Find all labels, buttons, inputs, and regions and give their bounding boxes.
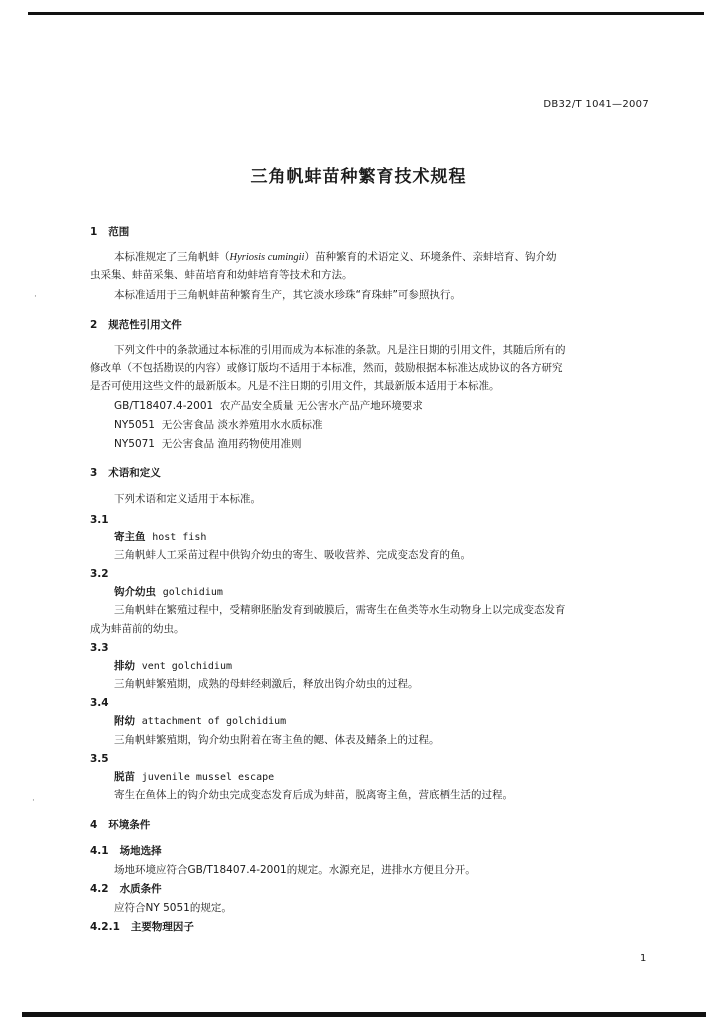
section-2-heading — [90, 318, 182, 332]
term-english: host fish — [152, 532, 207, 543]
subsection-4-1-text: 场地环境应符合GB/T18407.4-2001的规定。水源充足，进排水方便且分开。 — [114, 864, 476, 876]
term-chinese: 钩介幼虫 — [114, 586, 156, 598]
section-3-heading — [90, 466, 161, 480]
term-heading — [114, 659, 232, 674]
term-english: golchidium — [162, 587, 223, 598]
section-1-paragraph-2: 本标准适用于三角帆蚌苗种繁育生产，其它淡水珍珠“育珠蚌”可参照执行。 — [114, 289, 461, 301]
term-number: 3.5 — [90, 753, 109, 765]
section-title: 术语和定义 — [108, 467, 161, 479]
term-english: attachment of golchidium — [141, 716, 287, 727]
subsection-title: 水质条件 — [119, 883, 162, 895]
section-2-line-1: 下列文件中的条款通过本标准的引用而成为本标准的条款。凡是注日期的引用文件，其随后所有的 — [114, 344, 566, 356]
reference-item — [114, 418, 323, 432]
term-number: 3.3 — [90, 642, 109, 654]
reference-code: NY5051 — [114, 419, 155, 431]
subsection-4-2-heading — [90, 882, 162, 896]
reference-item — [114, 399, 423, 413]
term-chinese: 脱苗 — [114, 771, 135, 783]
subsection-4-2-1-heading — [90, 920, 194, 934]
scan-speck: · — [34, 292, 37, 302]
latin-name: Hyriosis cumingii — [229, 252, 305, 263]
section-1-paragraph-1-cont: 虫采集、蚌苗采集、蚌苗培育和幼蚌培育等技术和方法。 — [90, 269, 353, 281]
page-number: 1 — [640, 953, 647, 964]
document-title: 三角帆蚌苗种繁育技术规程 — [250, 167, 467, 187]
text-run: 本标准规定了三角帆蚌（ — [114, 251, 230, 263]
term-english: juvenile mussel escape — [141, 772, 275, 783]
subsection-title: 主要物理因子 — [130, 921, 194, 933]
section-1-heading — [90, 225, 129, 239]
standard-code: DB32/T 1041—2007 — [543, 99, 649, 110]
section-1-paragraph-1 — [114, 250, 556, 265]
reference-title: 农产品安全质量 无公害水产品产地环境要求 — [219, 400, 423, 412]
scan-speck: · — [32, 796, 35, 806]
term-heading — [114, 585, 223, 600]
subsection-4-2-text: 应符合NY 5051的规定。 — [114, 902, 232, 914]
subsection-title: 场地选择 — [119, 845, 162, 857]
section-title: 范围 — [108, 226, 130, 238]
term-english: vent golchidium — [141, 661, 232, 672]
section-number: 3 — [90, 467, 98, 479]
top-rule — [28, 12, 704, 15]
section-title: 环境条件 — [108, 819, 151, 831]
reference-title: 无公害食品 淡水养殖用水水质标准 — [161, 419, 323, 431]
reference-title: 无公害食品 渔用药物使用准则 — [161, 438, 302, 450]
term-chinese: 寄主鱼 — [114, 531, 146, 543]
bottom-rule — [22, 1012, 706, 1017]
term-heading — [114, 770, 274, 785]
term-definition: 三角帆蚌繁殖期，成熟的母蚌经刺激后，释放出钩介幼虫的过程。 — [114, 678, 419, 690]
term-definition: 三角帆蚌人工采苗过程中供钩介幼虫的寄生、吸收营养、完成变态发育的鱼。 — [114, 549, 471, 561]
term-definition: 成为蚌苗前的幼虫。 — [90, 623, 185, 635]
section-number: 4 — [90, 819, 98, 831]
section-2-line-3: 是否可使用这些文件的最新版本。凡是不注日期的引用文件，其最新版本适用于本标准。 — [90, 380, 500, 392]
subsection-number: 4.2 — [90, 883, 109, 895]
reference-code: GB/T18407.4-2001 — [114, 400, 214, 412]
section-number: 2 — [90, 319, 98, 331]
term-definition: 寄生在鱼体上的钩介幼虫完成变态发育后成为蚌苗，脱离寄主鱼，营底栖生活的过程。 — [114, 789, 513, 801]
section-number: 1 — [90, 226, 98, 238]
term-number: 3.4 — [90, 697, 109, 709]
section-4-heading — [90, 818, 150, 832]
subsection-4-1-heading — [90, 844, 162, 858]
term-definition: 三角帆蚌在繁殖过程中，受精卵胚胎发育到破膜后，需寄生在鱼类等水生动物身上以完成变态发育 — [114, 604, 566, 616]
text-run: ）苗种繁育的术语定义、环境条件、亲蚌培育、钩介幼 — [304, 251, 557, 263]
subsection-number: 4.2.1 — [90, 921, 120, 933]
term-chinese: 排幼 — [114, 660, 135, 672]
reference-code: NY5071 — [114, 438, 155, 450]
term-heading — [114, 714, 286, 729]
section-title: 规范性引用文件 — [108, 319, 182, 331]
section-3-intro: 下列术语和定义适用于本标准。 — [114, 493, 261, 505]
reference-item — [114, 437, 302, 451]
term-chinese: 附幼 — [114, 715, 135, 727]
term-number: 3.2 — [90, 568, 109, 580]
term-definition: 三角帆蚌繁殖期，钩介幼虫附着在寄主鱼的鳃、体表及鳍条上的过程。 — [114, 734, 440, 746]
section-2-line-2: 修改单（不包括勘误的内容）或修订版均不适用于本标准，然而，鼓励根据本标准达成协议的各方研究 — [90, 362, 563, 374]
term-number: 3.1 — [90, 514, 109, 526]
subsection-number: 4.1 — [90, 845, 109, 857]
term-heading — [114, 530, 206, 545]
